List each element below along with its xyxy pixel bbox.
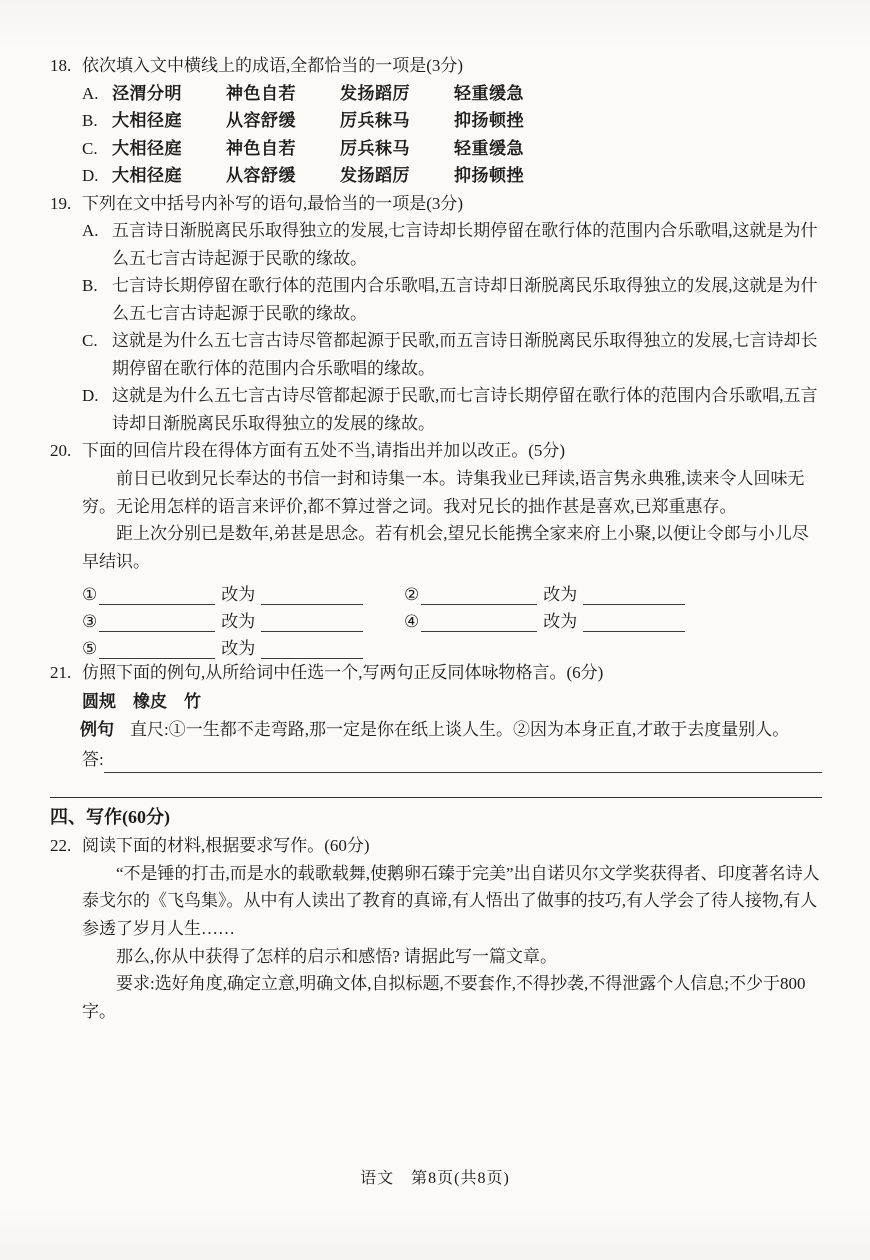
idiom-word: 大相径庭 — [112, 138, 182, 158]
blank-underline — [583, 587, 685, 605]
choice-label: B. — [82, 111, 98, 131]
blank-item-2 — [404, 585, 726, 605]
choice-row-c — [82, 135, 822, 163]
example-sentence — [50, 716, 822, 744]
letter-paragraph: 距上次分别已是数年,弟甚是思念。若有机会,望兄长能携全家来府上小聚,以便让令郎与小儿尽早结识。 — [82, 524, 809, 571]
idiom-word: 神色自若 — [226, 83, 296, 103]
question-22 — [50, 832, 822, 1025]
answer-ruled-line — [50, 773, 822, 798]
question-19 — [50, 190, 822, 438]
blank-underline — [99, 587, 215, 605]
blank-underline — [261, 614, 363, 632]
blank-underline — [583, 614, 685, 632]
question-20 — [50, 437, 822, 659]
idiom-word: 抑扬顿挫 — [454, 111, 524, 131]
change-to-label: 改为 — [543, 584, 578, 604]
question-stem: 阅读下面的材料,根据要求写作。(60分) — [82, 836, 370, 856]
blank-underline — [261, 641, 363, 659]
section-heading-writing: 四、写作(60分) — [50, 807, 170, 828]
idiom-word: 厉兵秣马 — [340, 138, 410, 158]
idiom-word: 抑扬顿挫 — [454, 166, 524, 186]
change-to-label: 改为 — [221, 584, 256, 604]
choice-option-c — [82, 327, 822, 382]
choice-text: 七言诗长期停留在歌行体的范围内合乐歌唱,五言诗却日渐脱离民乐取得独立的发展,这就是为什么五七言古诗起源于民歌的缘故。 — [112, 276, 818, 323]
idiom-word: 泾渭分明 — [112, 83, 182, 103]
blank-row — [82, 632, 822, 659]
choice-row-d — [82, 162, 822, 190]
question-number: 20. — [50, 441, 72, 461]
choice-label: A. — [82, 221, 99, 241]
answer-label: 答: — [82, 749, 104, 769]
question-stem: 仿照下面的例句,从所给词中任选一个,写两句正反同体咏物格言。(6分) — [82, 663, 604, 683]
idiom-word: 神色自若 — [226, 138, 296, 158]
blank-number: ② — [404, 584, 420, 604]
blank-row — [82, 605, 822, 632]
choice-row-b — [82, 107, 822, 135]
blank-item-4 — [404, 612, 726, 632]
choice-option-a — [82, 217, 822, 272]
correction-blanks — [82, 578, 822, 659]
idiom-word: 大相径庭 — [112, 111, 182, 131]
material-paragraph: “不是锤的打击,而是水的载歌载舞,使鹅卵石臻于完美”出自诺贝尔文学奖获得者、印度著名诗人泰戈尔的《飞鸟集》。从中有人读出了教育的真谛,有人悟出了做事的技巧,有人学会了待人接物,有人参透了岁月人生…… — [82, 863, 820, 938]
blank-underline — [261, 587, 363, 605]
idiom-word: 从容舒缓 — [226, 166, 296, 186]
idiom-word: 发扬蹈厉 — [340, 166, 410, 186]
choice-label: D. — [82, 166, 99, 186]
choice-row-a — [82, 80, 822, 108]
blank-number: ⑤ — [82, 638, 98, 658]
blank-item-3 — [82, 612, 404, 632]
question-stem: 下列在文中括号内补写的语句,最恰当的一项是(3分) — [82, 193, 464, 213]
idiom-word: 轻重缓急 — [454, 138, 524, 158]
choice-option-b — [82, 272, 822, 327]
change-to-label: 改为 — [221, 611, 256, 631]
change-to-label: 改为 — [543, 611, 578, 631]
page-footer: 语文 第8页(共8页) — [360, 1170, 510, 1188]
choice-label: C. — [82, 138, 98, 158]
choice-option-d — [82, 382, 822, 437]
blank-row — [82, 578, 822, 605]
blank-item-1 — [82, 585, 404, 605]
blank-underline — [421, 587, 537, 605]
blank-number: ① — [82, 584, 98, 604]
question-stem: 依次填入文中横线上的成语,全都恰当的一项是(3分) — [82, 56, 464, 75]
choice-text: 五言诗日渐脱离民乐取得独立的发展,七言诗却长期停留在歌行体的范围内合乐歌唱,这就是为什么五七言古诗起源于民歌的缘故。 — [112, 221, 818, 268]
blank-underline — [99, 641, 215, 659]
choice-text: 这就是为什么五七言古诗尽管都起源于民歌,而七言诗长期停留在歌行体的范围内合乐歌唱,五言诗却日渐脱离民乐取得独立的发展的缘故。 — [112, 386, 818, 433]
question-18 — [50, 52, 822, 190]
idiom-word: 轻重缓急 — [454, 83, 524, 103]
blank-number: ④ — [404, 611, 420, 631]
requirements-paragraph: 要求:选好角度,确定立意,明确文体,自拟标题,不要套作,不得抄袭,不得泄露个人信息;不少于800字。 — [82, 974, 806, 1021]
material-paragraph: 那么,你从中获得了怎样的启示和感悟? 请据此写一篇文章。 — [116, 946, 558, 966]
idiom-word: 从容舒缓 — [226, 111, 296, 131]
example-text: 直尺:①一生都不走弯路,那一定是你在纸上谈人生。②因为本身正直,才敢于去度量别人。 — [130, 720, 790, 740]
question-number: 18. — [50, 56, 72, 75]
given-words: 圆规 橡皮 竹 — [82, 691, 201, 711]
choice-label: B. — [82, 276, 98, 296]
blank-item-5 — [82, 639, 404, 659]
choice-text: 这就是为什么五七言古诗尽管都起源于民歌,而五言诗日渐脱离民乐取得独立的发展,七言诗却长期停留在歌行体的范围内合乐歌唱的缘故。 — [112, 331, 818, 378]
idiom-word: 大相径庭 — [112, 166, 182, 186]
choice-label: C. — [82, 331, 98, 351]
choice-label: A. — [82, 83, 99, 103]
answer-underline — [104, 754, 822, 773]
change-to-label: 改为 — [221, 638, 256, 658]
question-21 — [50, 659, 822, 798]
question-number: 22. — [50, 836, 72, 856]
blank-number: ③ — [82, 611, 98, 631]
question-number: 19. — [50, 193, 72, 213]
idiom-word: 发扬蹈厉 — [340, 83, 410, 103]
question-stem: 下面的回信片段在得体方面有五处不当,请指出并加以改正。(5分) — [82, 441, 566, 461]
letter-paragraph: 前日已收到兄长奉达的书信一封和诗集一本。诗集我业已拜读,语言隽永典雅,读来令人回味无穷。无论用怎样的语言来评价,都不算过誉之词。我对兄长的拙作甚是喜欢,已郑重惠存。 — [82, 468, 805, 516]
question-number: 21. — [50, 663, 72, 683]
choice-label: D. — [82, 386, 99, 406]
example-label: 例句 — [80, 720, 114, 740]
blank-underline — [421, 614, 537, 632]
answer-line — [82, 746, 822, 774]
blank-underline — [99, 614, 215, 632]
idiom-word: 厉兵秣马 — [340, 111, 410, 131]
